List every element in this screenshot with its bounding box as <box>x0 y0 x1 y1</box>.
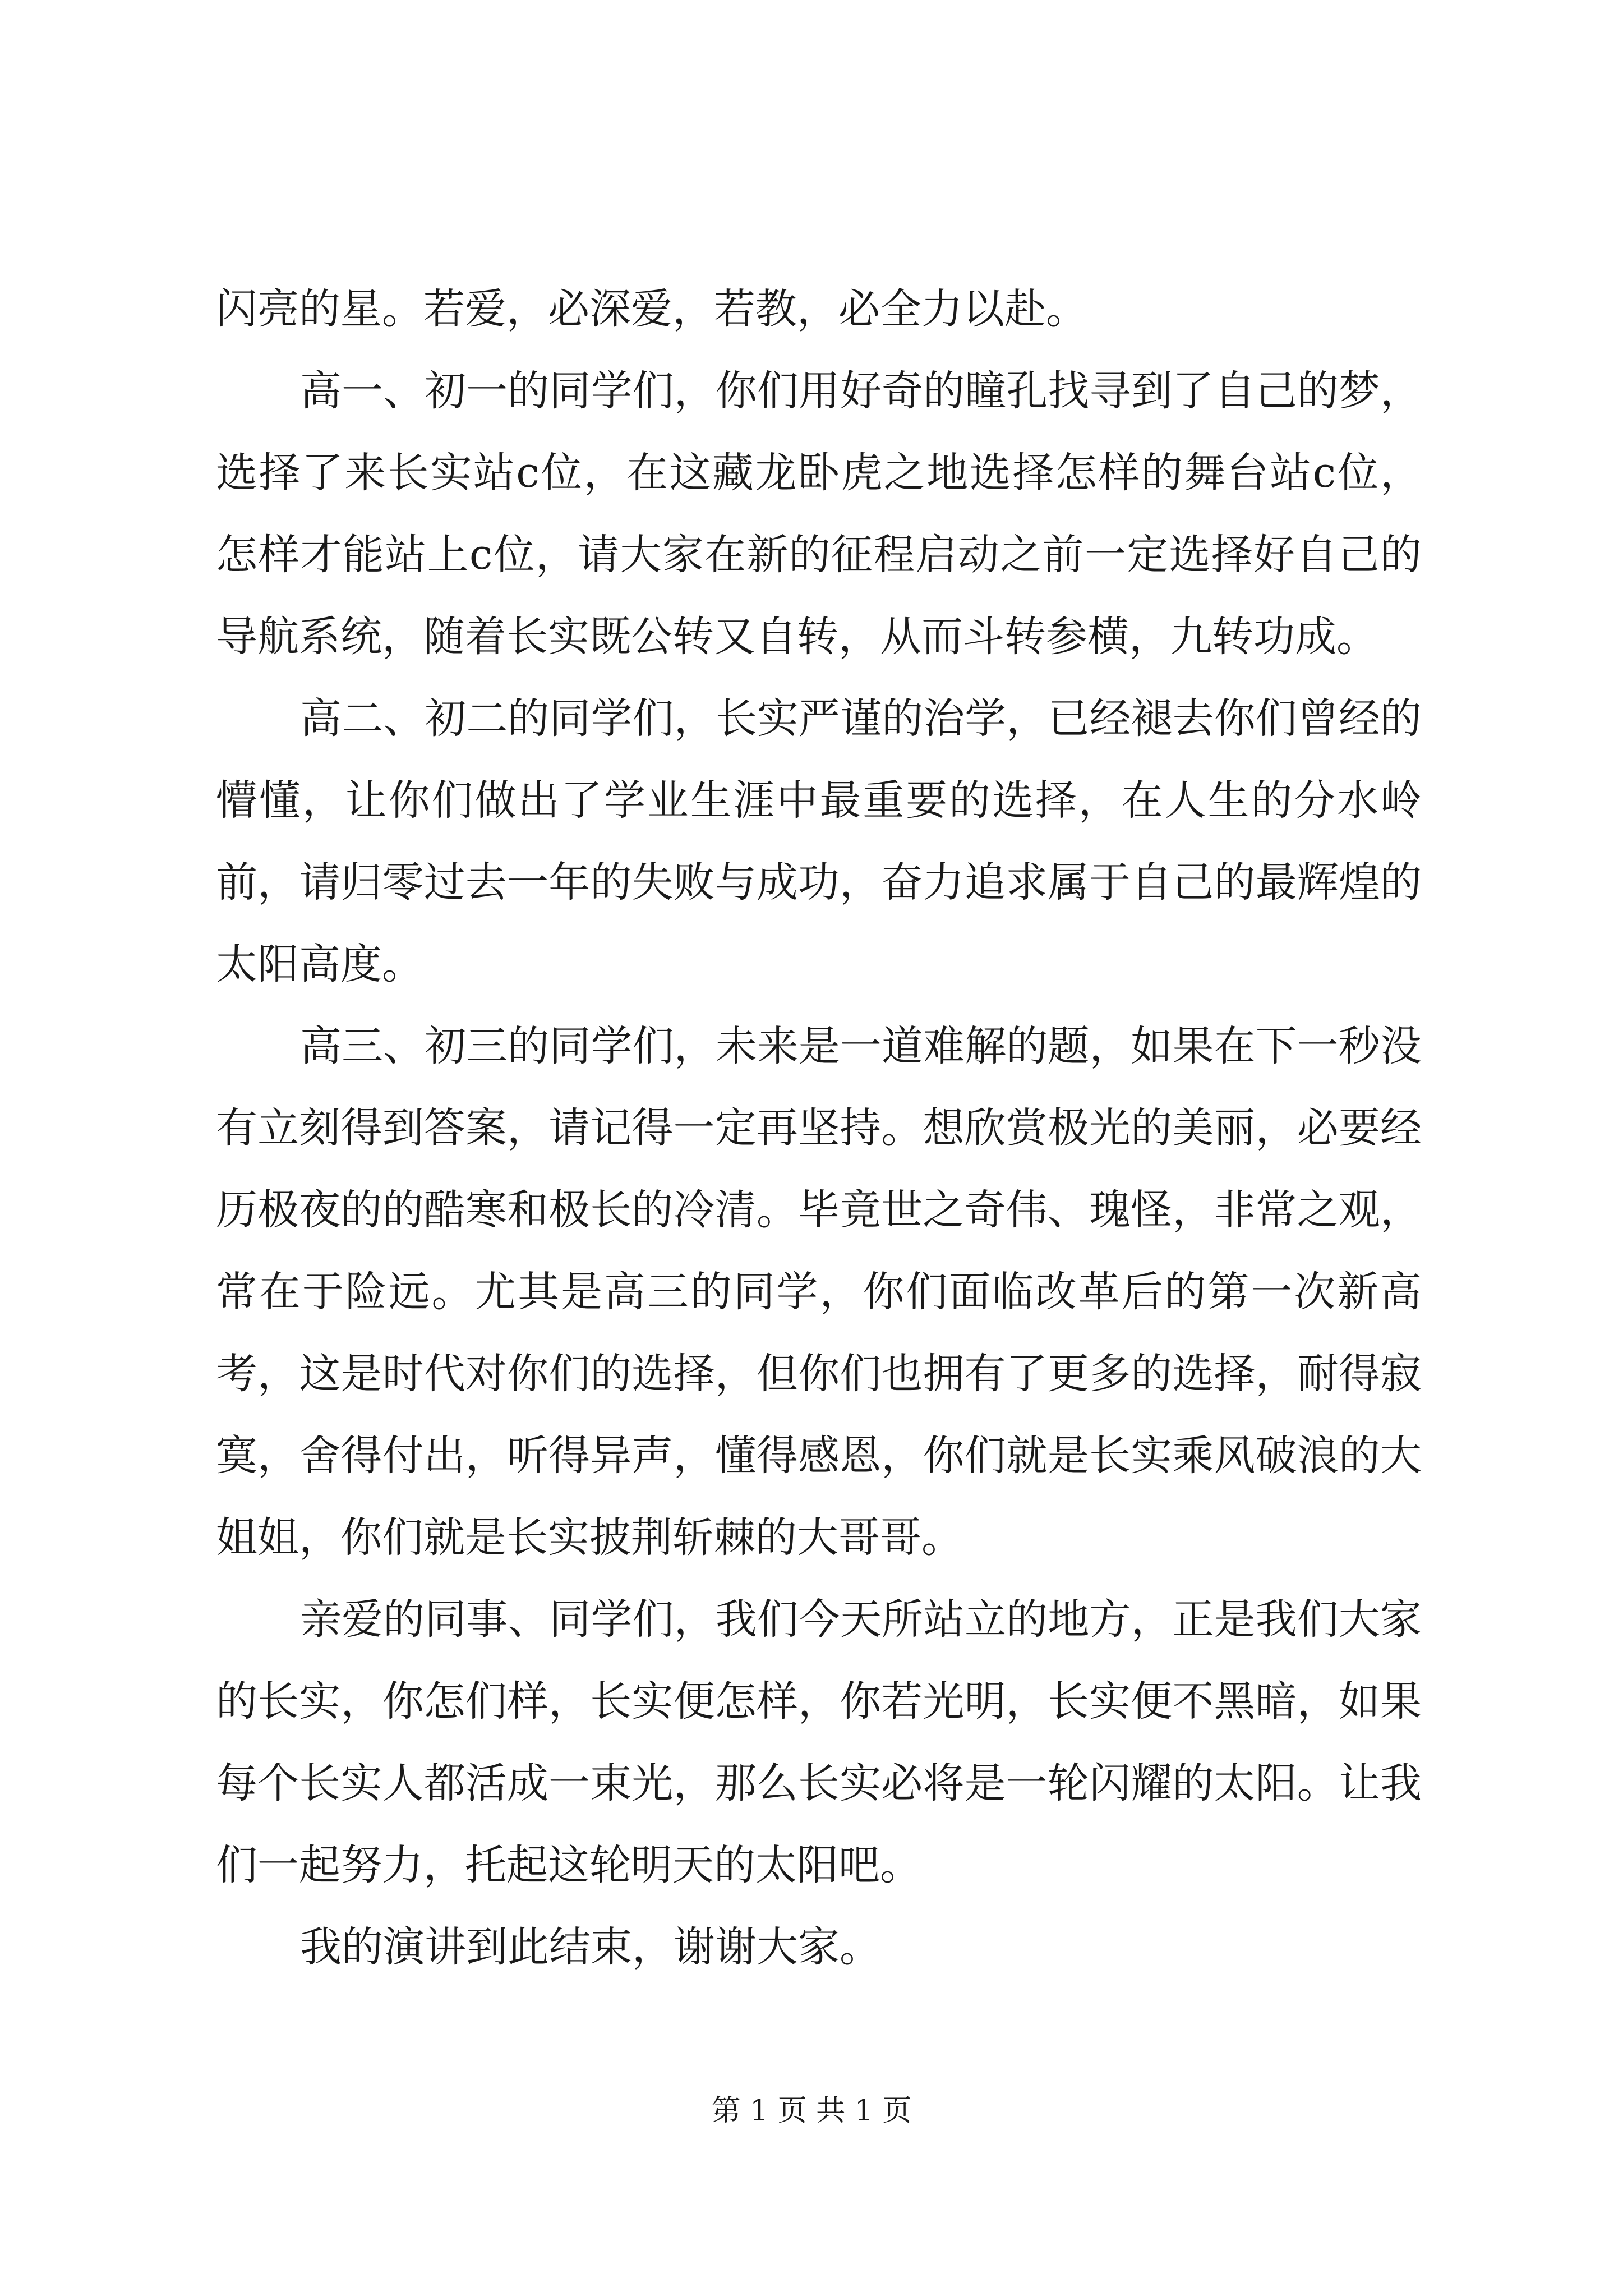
paragraph-continuation: 闪亮的星。若爱，必深爱，若教，必全力以赴。 <box>216 285 1087 333</box>
page-footer: 第 1 页 共 1 页 <box>711 2094 912 2128</box>
paragraph-grade-two: 高二、初二的同学们，长实严谨的治学，已经褪去你们曾经的懵懂，让你们做出了学业生涯中最重要的选择，在人生的分水岭前，请归零过去一年的失败与成功，奋力追求属于自己的最辉煌的太阳高度。 <box>216 694 1422 988</box>
paragraph-closing: 我的演讲到此结束，谢谢大家。 <box>300 1923 881 1971</box>
document-body <box>216 268 1422 1988</box>
paragraph-grade-one: 高一、初一的同学们，你们用好奇的瞳孔找寻到了自己的梦，选择了来长实站c位，在这藏龙卧虎之地选择怎样的舞台站c位，怎样才能站上c位，请大家在新的征程启动之前一定选择好自己的导航系统，随着长实既公转又自转，从而斗转参横，九转功成。 <box>216 367 1422 661</box>
paragraph-grade-three: 高三、初三的同学们，未来是一道难解的题，如果在下一秒没有立刻得到答案，请记得一定再坚持。想欣赏极光的美丽，必要经历极夜的的酷寒和极长的冷清。毕竟世之奇伟、瑰怪，非常之观，常在于险远。尤其是高三的同学，你们面临改革后的第一次新高考，这是时代对你们的选择，但你们也拥有了更多的选择，耐得寂寞，舍得付出，听得异声，懂得感恩，你们就是长实乘风破浪的大姐姐，你们就是长实披荆斩棘的大哥哥。 <box>216 1022 1422 1562</box>
paragraph-colleagues: 亲爱的同事、同学们，我们今天所站立的地方，正是我们大家的长实，你怎们样，长实便怎样，你若光明，长实便不黑暗，如果每个长实人都活成一束光，那么长实必将是一轮闪耀的太阳。让我们一起努力，托起这轮明天的太阳吧。 <box>216 1595 1422 1889</box>
